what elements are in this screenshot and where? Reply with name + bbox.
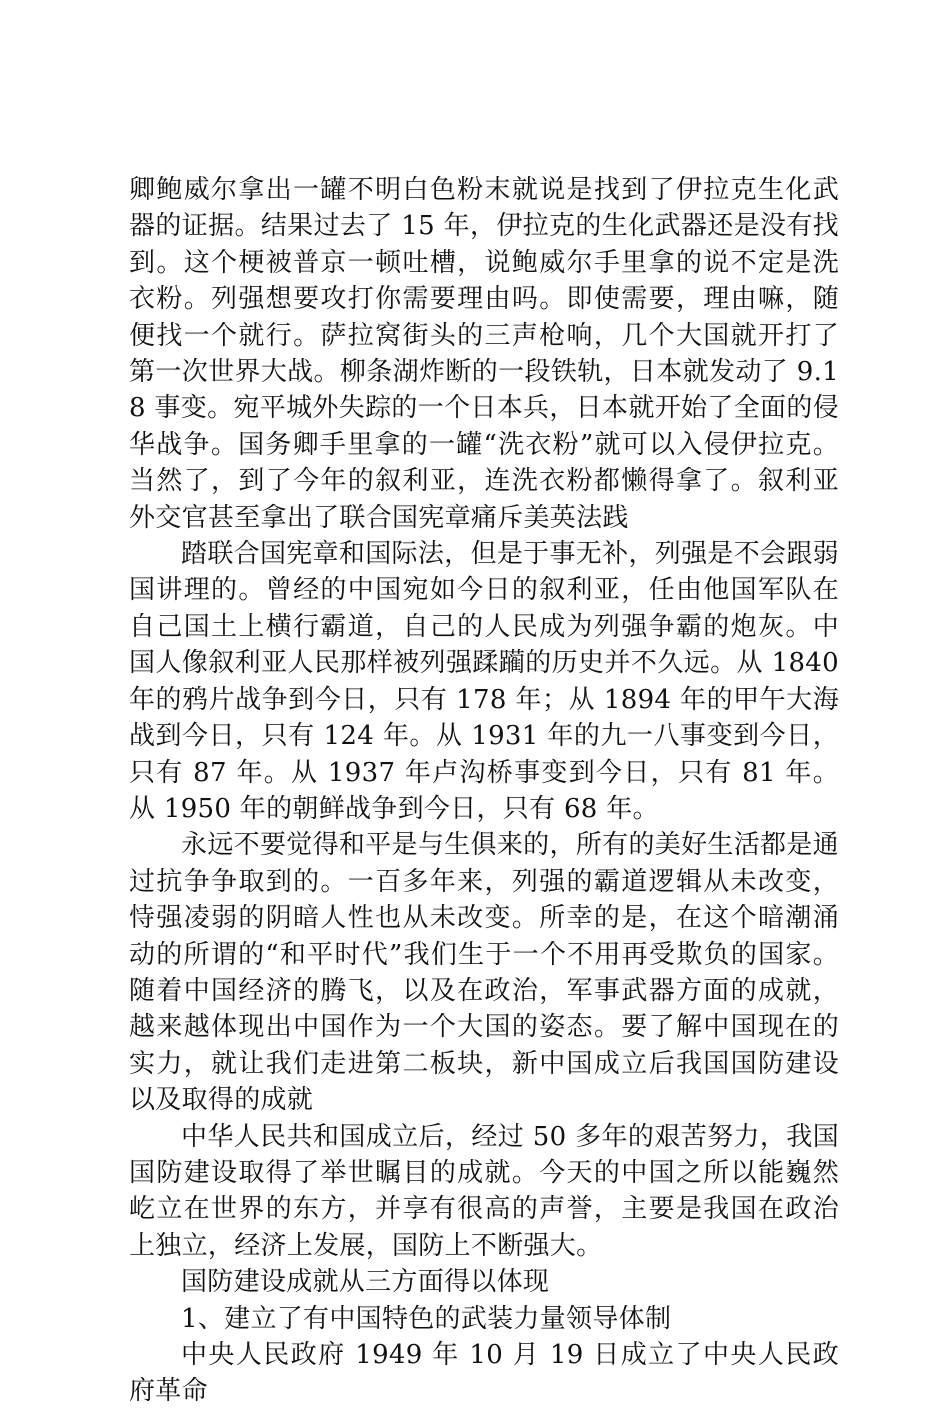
body-text bbox=[129, 172, 839, 1410]
paragraph-5: 国防建设成就从三方面得以体现 bbox=[181, 1267, 550, 1298]
paragraph-7: 中央人民政府 1949 年 10 月 19 日成立了中央人民政府革命 bbox=[129, 1340, 839, 1407]
paragraph-4: 中华人民共和国成立后，经过 50 多年的艰苦努力，我国国防建设取得了举世瞩目的成就。今天的中国之所以能巍然屹立在世界的东方，并享有很高的声誉，主要是我国在政治上独立，经济上发展，国防上不断强大。 bbox=[129, 1121, 839, 1261]
paragraph-2: 踏联合国宪章和国际法，但是于事无补，列强是不会跟弱国讲理的。曾经的中国宛如今日的叙利亚，任由他国军队在自己国土上横行霸道，自己的人民成为列强争霸的炮灰。中国人像叙利亚人民那样被列强蹂躏的历史并不久远。从 1840 年的鸦片战争到今日，只有 178 年；从 1894 年的甲午大海战到今日，只有 124 年。从 1931 年的九一八事变到今日，只有 87 年。从 1937 年卢沟桥事变到今日，只有 81 年。从 1950 年的朝鲜战争到今日，只有 68 年。 bbox=[129, 539, 839, 824]
paragraph-6: 1、建立了有中国特色的武装力量领导体制 bbox=[181, 1303, 672, 1334]
paragraph-1: 卿鲍威尔拿出一罐不明白色粉末就说是找到了伊拉克生化武器的证据。结果过去了 15 年，伊拉克的生化武器还是没有找到。这个梗被普京一顿吐槽，说鲍威尔手里拿的说不定是洗衣粉。列强想要攻打你需要理由吗。即使需要，理由嘛，随便找一个就行。萨拉窝街头的三声枪响，几个大国就开打了第一次世界大战。柳条湖炸断的一段铁轨，日本就发动了 9.18 事变。宛平城外失踪的一个日本兵，日本就开始了全面的侵华战争。国务卿手里拿的一罐“洗衣粉”就可以入侵伊拉克。当然了，到了今年的叙利亚，连洗衣粉都懒得拿了。叙利亚外交官甚至拿出了联合国宪章痛斥美英法践 bbox=[129, 175, 839, 533]
paragraph-3: 永远不要觉得和平是与生俱来的，所有的美好生活都是通过抗争争取到的。一百多年来，列强的霸道逻辑从未改变，恃强凌弱的阴暗人性也从未改变。所幸的是，在这个暗潮涌动的所谓的“和平时代”我们生于一个不用再受欺负的国家。随着中国经济的腾飞，以及在政治，军事武器方面的成就，越来越体现出中国作为一个大国的姿态。要了解中国现在的实力，就让我们走进第二板块，新中国成立后我国国防建设以及取得的成就 bbox=[129, 830, 839, 1116]
